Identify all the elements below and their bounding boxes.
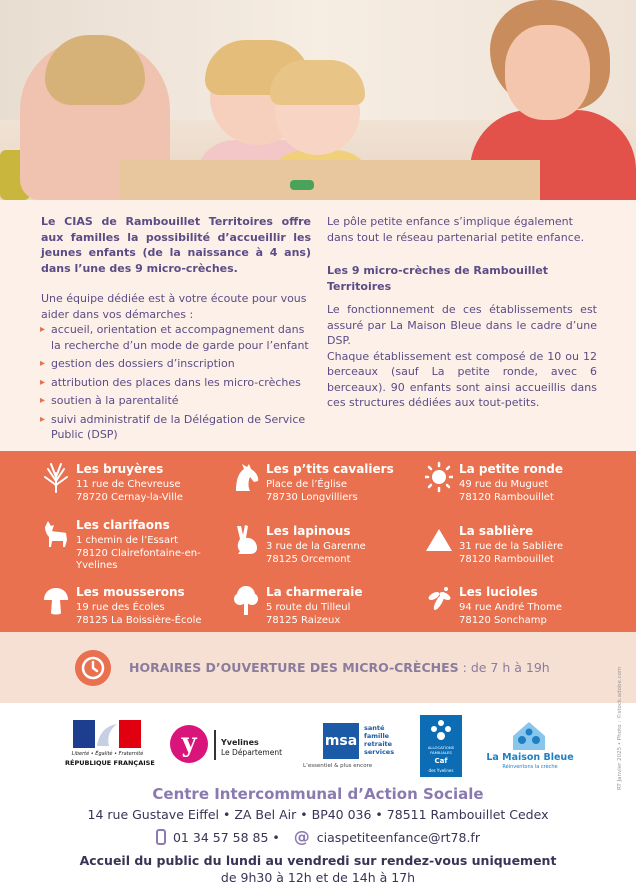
intro-right-column bbox=[327, 214, 597, 411]
creche-address bbox=[76, 602, 202, 627]
maison-bleue-tagline: Réinventons la crèche bbox=[502, 764, 558, 770]
creche-address bbox=[459, 541, 563, 566]
creche-les-lucioles bbox=[425, 580, 615, 636]
creche-la-sabliere bbox=[425, 519, 615, 575]
yvelines-logo bbox=[170, 725, 300, 770]
creche-name: Les mousserons bbox=[76, 585, 185, 599]
creche-name: Les clarifaons bbox=[76, 518, 170, 532]
list-item: ▸ suivi administratif de la Délégation de Service Public (DSP) bbox=[41, 412, 311, 443]
yvelines-subtitle: Le Département bbox=[221, 748, 283, 757]
address-line: 78730 Longvilliers bbox=[266, 491, 358, 503]
msa-word: santé bbox=[364, 724, 385, 732]
address-line: 11 rue de Chevreuse bbox=[76, 479, 181, 490]
footer-contact bbox=[0, 783, 636, 894]
house-icon bbox=[509, 718, 549, 752]
yvelines-y-mark: y bbox=[170, 725, 208, 763]
services-list bbox=[41, 322, 311, 443]
creche-les-clarifaons bbox=[42, 513, 232, 569]
creche-address bbox=[76, 535, 201, 573]
rf-motto: Liberté • Égalité • Fraternité bbox=[71, 751, 144, 757]
play-table bbox=[120, 160, 540, 200]
creche-les-mousserons bbox=[42, 580, 232, 636]
list-item: ▸ accueil, orientation et accompagnement dans la recherche d’un mode de garde pour l’enfant bbox=[41, 322, 311, 353]
rf-name: RÉPUBLIQUE FRANÇAISE bbox=[65, 759, 155, 767]
opening-hours-band bbox=[0, 632, 636, 703]
msa-logo bbox=[303, 723, 413, 773]
creche-address bbox=[266, 602, 350, 627]
maison-bleue-name: La Maison Bleue bbox=[486, 752, 574, 763]
reception-hours: de 9h30 à 12h et de 14h à 17h bbox=[220, 870, 416, 885]
address-line: 3 rue de la Garenne bbox=[266, 541, 366, 552]
list-item: ▸ soutien à la parentalité bbox=[41, 393, 311, 409]
creche-address bbox=[76, 479, 183, 504]
sun-icon bbox=[425, 461, 453, 493]
creche-address bbox=[459, 602, 562, 627]
contact-separator: • bbox=[272, 830, 280, 845]
yvelines-name: Yvelines bbox=[221, 738, 259, 747]
cias-address: 14 rue Gustave Eiffel • ZA Bel Air • BP40 036 • 78511 Rambouillet Cedex bbox=[87, 807, 549, 822]
green-crayon bbox=[290, 180, 314, 190]
email-address[interactable]: ciaspetiteenfance@rt78.fr bbox=[316, 830, 480, 845]
msa-word: retraite bbox=[364, 740, 393, 748]
msa-tagline: L’essentiel & plus encore bbox=[303, 763, 373, 769]
creche-la-charmeraie bbox=[232, 580, 422, 636]
msa-word: famille bbox=[364, 732, 390, 740]
msa-word: services bbox=[364, 748, 395, 756]
dsp-paragraph: Le fonctionnement de ces établissements est assuré par La Maison Bleue dans le cadre d’une DSP. bbox=[327, 303, 597, 347]
opening-hours-value: : de 7 h à 19h bbox=[458, 660, 550, 675]
address-line: 78120 Rambouillet bbox=[459, 553, 554, 565]
section-title: Les 9 micro-crèches de Rambouillet Territoires bbox=[327, 264, 549, 293]
creche-address bbox=[266, 479, 358, 504]
address-line: 78125 Raizeux bbox=[266, 614, 341, 626]
mushroom-icon bbox=[42, 584, 70, 616]
list-item: ▸ gestion des dossiers d’inscription bbox=[41, 356, 311, 372]
network-text: Le pôle petite enfance s’implique également dans tout le réseau partenarial petite enfance. bbox=[327, 215, 585, 244]
heather-icon bbox=[42, 461, 70, 493]
republique-francaise-logo bbox=[65, 720, 155, 770]
address-line: 5 route du Tilleul bbox=[266, 602, 351, 613]
rabbit-icon bbox=[232, 523, 260, 555]
creches-band bbox=[0, 451, 636, 632]
creche-name: Les bruyères bbox=[76, 462, 164, 476]
address-line: 31 rue de la Sablière bbox=[459, 541, 564, 552]
marianne-flag-icon bbox=[73, 720, 141, 748]
intro-left-column bbox=[41, 214, 311, 446]
la-maison-bleue-logo bbox=[484, 718, 576, 773]
caf-family-icon bbox=[429, 719, 453, 743]
creche-name: La sablière bbox=[459, 524, 534, 538]
sand-pile-icon bbox=[425, 523, 453, 555]
creche-les-ptits-cavaliers bbox=[232, 457, 422, 513]
address-line: 78125 Orcemont bbox=[266, 553, 351, 565]
clock-icon bbox=[75, 650, 111, 686]
firefly-icon bbox=[425, 584, 453, 616]
address-line: 19 rue des Écoles bbox=[76, 602, 165, 613]
intro-lead: Le CIAS de Rambouillet Territoires offre aux familles la possibilité d’accueillir les jeunes enfants (de la naissance à 4 ans) dans l’une des 9 micro-crèches. bbox=[41, 215, 311, 275]
creche-les-bruyeres bbox=[42, 457, 232, 513]
address-line: 94 rue André Thome bbox=[459, 602, 562, 613]
horse-icon bbox=[232, 461, 260, 493]
creche-la-petite-ronde bbox=[425, 457, 615, 513]
phone-number[interactable]: 01 34 57 58 85 bbox=[172, 830, 269, 845]
contact-line bbox=[0, 827, 636, 846]
creche-name: Les lapinous bbox=[266, 524, 351, 538]
address-line: 78125 La Boissière-École bbox=[76, 614, 202, 626]
fawn-icon bbox=[42, 517, 70, 549]
creche-name: Les p’tits cavaliers bbox=[266, 462, 394, 476]
address-line: 78720 Cernay-la-Ville bbox=[76, 491, 183, 503]
intro-team: Une équipe dédiée est à votre écoute pour vous aider dans vos démarches : bbox=[41, 292, 307, 321]
address-line: Yvelines bbox=[76, 560, 118, 571]
msa-mark: msa bbox=[323, 723, 359, 759]
at-icon: @ bbox=[293, 827, 310, 846]
caf-line1: ALLOCATIONS FAMILIALES bbox=[427, 745, 455, 755]
capacity-paragraph: Chaque établissement est composé de 10 ou 12 berceaux (sauf La petite ronde, avec 6 berceaux). 90 enfants sont ainsi accueillis dans ces structures dédiées aux tout-petits. bbox=[327, 349, 597, 409]
photo-credit: RT Janvier 2025 • Photo : ©stock.adobe.com bbox=[617, 666, 623, 790]
creche-name: Les lucioles bbox=[459, 585, 538, 599]
creche-name: La charmeraie bbox=[266, 585, 363, 599]
creche-address bbox=[266, 541, 366, 566]
caf-line2: Caf bbox=[434, 757, 448, 765]
opening-hours-label: HORAIRES D’OUVERTURE DES MICRO-CRÈCHES bbox=[129, 660, 459, 675]
creche-les-lapinous bbox=[232, 519, 422, 575]
hero-photo bbox=[0, 0, 636, 200]
address-line: Place de l’Église bbox=[266, 479, 347, 490]
address-line: 1 chemin de l’Essart bbox=[76, 535, 179, 546]
reception-days: Accueil du public du lundi au vendredi sur rendez-vous uniquement bbox=[79, 853, 557, 868]
phone-icon bbox=[156, 829, 166, 845]
address-line: 78120 Sonchamp bbox=[459, 614, 547, 626]
list-item: ▸ attribution des places dans les micro-crèches bbox=[41, 375, 311, 391]
caf-line3: des Yvelines bbox=[428, 768, 454, 773]
address-line: 78120 Clairefontaine-en- bbox=[76, 547, 201, 559]
opening-hours-text bbox=[129, 660, 550, 675]
address-line: 49 rue du Muguet bbox=[459, 479, 549, 490]
tree-icon bbox=[232, 584, 260, 616]
cias-title: Centre Intercommunal d’Action Sociale bbox=[152, 785, 484, 803]
caf-logo bbox=[420, 715, 462, 777]
address-line: 78120 Rambouillet bbox=[459, 491, 554, 503]
msa-words bbox=[364, 724, 394, 756]
creche-name: La petite ronde bbox=[459, 462, 563, 476]
creche-address bbox=[459, 479, 554, 504]
partner-logos bbox=[0, 703, 636, 783]
